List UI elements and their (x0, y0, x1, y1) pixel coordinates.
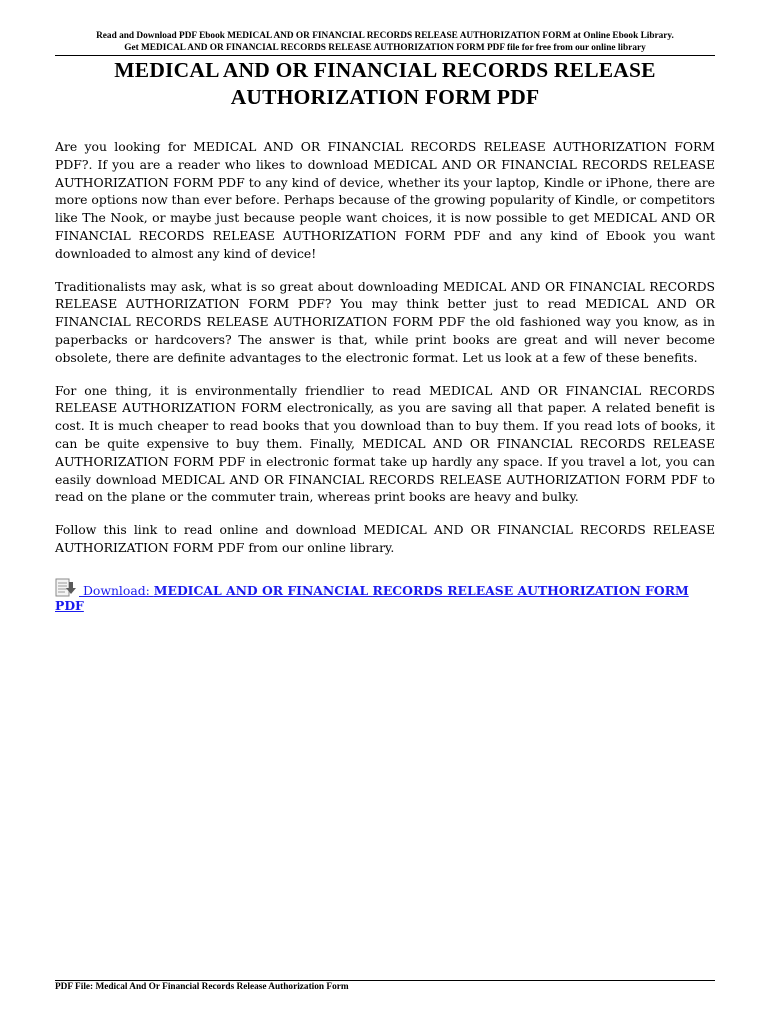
paragraph-benefits: For one thing, it is environmentally friendlier to read MEDICAL AND OR FINANCIAL RECORDS RELEASE AUTHORIZATION FORM electronically, as you are saving all that paper. A related benefit is cost. It is much cheaper to read books that you download than to buy them. If you read lots of books, it can be quite expensive to buy them. Finally, MEDICAL AND OR FINANCIAL RECORDS RELEASE AUTHORIZATION FORM PDF in electronic format take up hardly any space. If you travel a lot, you can easily download MEDICAL AND OR FINANCIAL RECORDS RELEASE AUTHORIZATION FORM PDF to read on the plane or the commuter train, whereas print books are heavy and bulky. (55, 382, 715, 505)
footer-file-label: PDF File: Medical And Or Financial Records Release Authorization Form (55, 982, 349, 992)
page-title (55, 57, 715, 111)
paragraph-traditionalists: Traditionalists may ask, what is so great about downloading MEDICAL AND OR FINANCIAL RECORDS RELEASE AUTHORIZATION FORM PDF? You may think better just to read MEDICAL AND OR FINANCIAL RECORDS RELEASE AUTHORIZATION FORM PDF the old fashioned way you know, as in paperbacks or hardcovers? The answer is that, while print books are great and will never become obsolete, there are definite advantages to the electronic format. Let us look at a few of these benefits. (55, 278, 715, 365)
document-page (55, 30, 715, 614)
title-line-2: AUTHORIZATION FORM PDF (230, 85, 540, 109)
download-document-icon (55, 578, 77, 598)
title-line-1: MEDICAL AND OR FINANCIAL RECORDS RELEASE (114, 58, 656, 82)
header-line-1: Read and Download PDF Ebook MEDICAL AND OR FINANCIAL RECORDS RELEASE AUTHORIZATION FORM at Online Ebook Library. (96, 31, 674, 41)
download-link[interactable] (55, 583, 689, 614)
download-link-title: MEDICAL AND OR FINANCIAL RECORDS RELEASE AUTHORIZATION FORM PDF (55, 582, 689, 614)
paragraph-follow-link: Follow this link to read online and download MEDICAL AND OR FINANCIAL RECORDS RELEASE AUTHORIZATION FORM PDF from our online library. (55, 522, 715, 555)
download-row (55, 578, 715, 614)
header-divider (55, 55, 715, 56)
body-text (55, 138, 715, 557)
paragraph-intro: Are you looking for MEDICAL AND OR FINANCIAL RECORDS RELEASE AUTHORIZATION FORM PDF?. If you are a reader who likes to download MEDICAL AND OR FINANCIAL RECORDS RELEASE AUTHORIZATION FORM PDF to any kind of device, whether its your laptop, Kindle or iPhone, there are more options now than ever before. Perhaps because of the growing popularity of Kindle, or competitors like The Nook, or maybe just because people want choices, it is now possible to get MEDICAL AND OR FINANCIAL RECORDS RELEASE AUTHORIZATION FORM PDF and any kind of Ebook you want downloaded to almost any kind of device! (55, 139, 715, 261)
header-line-2: Get MEDICAL AND OR FINANCIAL RECORDS RELEASE AUTHORIZATION FORM PDF file for free from our online library (124, 43, 646, 53)
download-prefix: Download: (79, 582, 154, 598)
